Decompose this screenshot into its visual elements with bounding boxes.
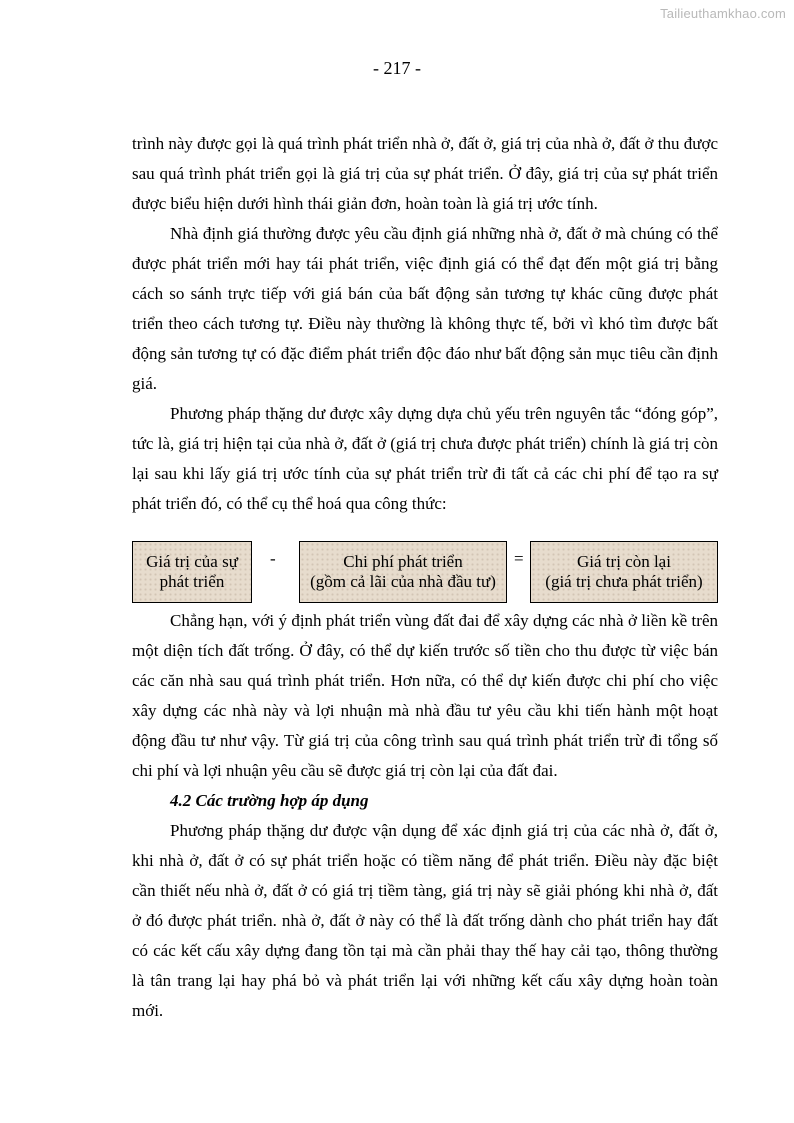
equals-sign: =: [514, 549, 524, 568]
box-line: Chi phí phát triển: [343, 552, 463, 571]
paragraph-residual-method: Phương pháp thặng dư được xây dựng dựa chủ yếu trên nguyên tắc “đóng góp”, tức là, giá trị hiện tại của nhà ở, đất ở (giá trị chưa được phát triển) chính là giá trị còn lại sau khi lấy giá trị ước tính của sự phát triển trừ đi tất cả các chi phí để tạo ra sự phát triển đó, có thể cụ thể hoá qua công thức:: [132, 404, 718, 513]
text-block-bottom: [132, 606, 718, 1026]
box-line: phát triển: [159, 572, 225, 591]
box-line: (gồm cả lãi của nhà đầu tư): [310, 572, 496, 591]
minus-sign: -: [270, 549, 276, 568]
box-line: (giá trị chưa phát triển): [545, 572, 703, 591]
formula-box-development-cost: [299, 541, 507, 603]
paragraph-application: Phương pháp thặng dư được vận dụng để xác định giá trị của các nhà ở, đất ở, khi nhà ở, đất ở có sự phát triển hoặc có tiềm năng để phát triển. Điều này đặc biệt cần thiết nếu nhà ở, đất ở có giá trị tiềm tàng, giá trị này sẽ giải phóng khi nhà ở, đất ở đó được phát triển. nhà ở, đất ở này có thể là đất trống dành cho phát triển hay đất có các kết cấu xây dựng đang tồn tại mà cần phải thay thế hay cải tạo, thông thường là tân trang lại hay phá bỏ và phát triển lại với những kết cấu xây dựng hoàn toàn mới.: [132, 821, 718, 1020]
box-line: Giá trị của sự: [146, 552, 238, 571]
paragraph-appraiser: Nhà định giá thường được yêu cầu định giá những nhà ở, đất ở mà chúng có thể được phát triển mới hay tái phát triển, việc định giá có thể đạt đến một giá trị bằng cách so sánh trực tiếp với giá bán của bất động sản tương tự khác cũng được phát triển theo cách tương tự. Điều này thường là không thực tế, bởi vì khó tìm được bất động sản tương tự có đặc điểm phát triển độc đáo như bất động sản mục tiêu cần định giá.: [132, 224, 718, 393]
formula-box-development-value: [132, 541, 252, 603]
formula-box-residual-value: [530, 541, 718, 603]
page-number: - 217 -: [373, 58, 421, 78]
box-line: Giá trị còn lại: [577, 552, 671, 571]
paragraph-continuation: trình này được gọi là quá trình phát triển nhà ở, đất ở, giá trị của nhà ở, đất ở thu được sau quá trình phát triển gọi là giá trị của sự phát triển. Ở đây, giá trị của sự phát triển được biểu hiện dưới hình thái giản đơn, hoàn toàn là giá trị ước tính.: [132, 134, 718, 213]
watermark: Tailieuthamkhao.com: [660, 6, 786, 21]
text-block-top: [132, 129, 718, 519]
section-heading: 4.2 Các trường hợp áp dụng: [170, 791, 369, 810]
paragraph-example: Chẳng hạn, với ý định phát triển vùng đất đai để xây dựng các nhà ở liền kề trên một diện tích đất trống. Ở đây, có thể dự kiến trước số tiền cho thu được từ việc bán các căn nhà sau quá trình phát triển. Hơn nữa, có thể dự kiến được chi phí cho việc xây dựng các nhà này và lợi nhuận mà nhà đầu tư yêu cầu khi tiến hành một hoạt động đầu tư như vậy. Từ giá trị của công trình sau quá trình phát triển trừ đi tổng số chi phí và lợi nhuận yêu cầu sẽ được giá trị còn lại của đất đai.: [132, 611, 718, 780]
formula-diagram: [132, 541, 718, 605]
